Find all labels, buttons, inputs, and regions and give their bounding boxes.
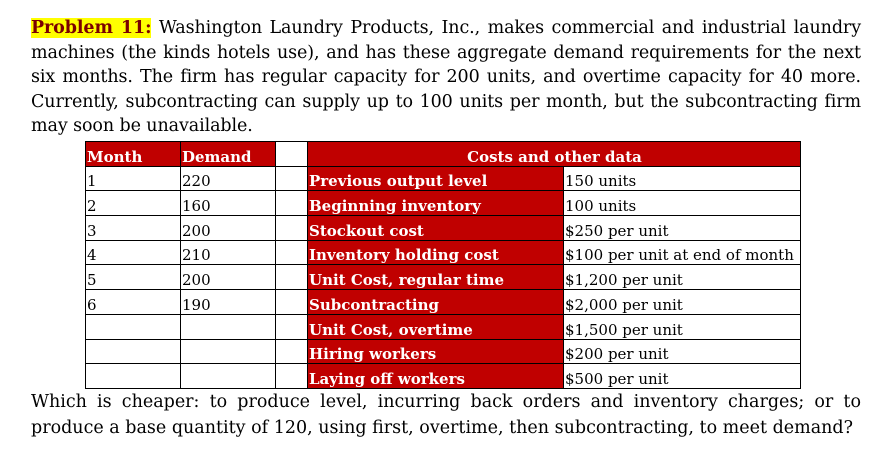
month-cell <box>86 339 181 364</box>
cost-value: $1,200 per unit <box>564 265 801 290</box>
cost-label: Previous output level <box>308 166 564 191</box>
spacer-cell <box>276 166 308 191</box>
cost-value: $100 per unit at end of month <box>564 240 801 265</box>
spacer-cell <box>276 314 308 339</box>
demand-cell: 190 <box>181 290 276 315</box>
table-row <box>86 314 801 339</box>
spacer-cell <box>276 191 308 216</box>
cost-label: Inventory holding cost <box>308 240 564 265</box>
demand-cell: 210 <box>181 240 276 265</box>
month-cell: 5 <box>86 265 181 290</box>
cost-value: 150 units <box>564 166 801 191</box>
table-row <box>86 265 801 290</box>
spacer-cell <box>276 339 308 364</box>
cost-value: $2,000 per unit <box>564 290 801 315</box>
demand-cell <box>181 339 276 364</box>
question-text: Which is cheaper: to produce level, incurring back orders and inventory charges; or to produce a base quantity of 120, using first, overtime, then subcontracting, to meet demand? <box>31 392 861 438</box>
cost-value: $500 per unit <box>564 364 801 389</box>
spacer-cell <box>276 142 308 167</box>
problem-label: Problem 11: <box>31 18 152 38</box>
month-cell: 2 <box>86 191 181 216</box>
demand-cell: 220 <box>181 166 276 191</box>
cost-value: 100 units <box>564 191 801 216</box>
spacer-cell <box>276 290 308 315</box>
table-row <box>86 339 801 364</box>
month-header: Month <box>86 142 181 167</box>
spacer-cell <box>276 216 308 241</box>
demand-cell: 160 <box>181 191 276 216</box>
month-cell: 6 <box>86 290 181 315</box>
problem-text: Washington Laundry Products, Inc., makes commercial and industrial laundry machines (the kinds hotels use), and has these aggregate demand requirements for the next six months. The firm has regular capacity for 200 units, and overtime capacity for 40 more. Currently, subcontracting can supply up to 100 units per month, but the subcontracting firm may soon be unavailable. <box>31 18 861 136</box>
table-row <box>86 216 801 241</box>
table-row <box>86 191 801 216</box>
cost-label: Laying off workers <box>308 364 564 389</box>
spacer-cell <box>276 240 308 265</box>
table-row <box>86 166 801 191</box>
demand-cell: 200 <box>181 216 276 241</box>
spacer-cell <box>276 265 308 290</box>
month-cell <box>86 364 181 389</box>
table-row <box>86 364 801 389</box>
table-row <box>86 240 801 265</box>
demand-header: Demand <box>181 142 276 167</box>
costs-header: Costs and other data <box>308 142 801 167</box>
cost-label: Beginning inventory <box>308 191 564 216</box>
demand-cell <box>181 314 276 339</box>
problem-statement <box>31 16 861 139</box>
month-cell: 3 <box>86 216 181 241</box>
demand-cell <box>181 364 276 389</box>
cost-value: $200 per unit <box>564 339 801 364</box>
data-table <box>85 141 801 389</box>
cost-label: Subcontracting <box>308 290 564 315</box>
month-cell <box>86 314 181 339</box>
table-row <box>86 290 801 315</box>
spacer-cell <box>276 364 308 389</box>
month-cell: 1 <box>86 166 181 191</box>
demand-cell: 200 <box>181 265 276 290</box>
cost-label: Unit Cost, regular time <box>308 265 564 290</box>
month-cell: 4 <box>86 240 181 265</box>
cost-value: $250 per unit <box>564 216 801 241</box>
cost-value: $1,500 per unit <box>564 314 801 339</box>
cost-label: Hiring workers <box>308 339 564 364</box>
table-header-row <box>86 142 801 167</box>
cost-label: Unit Cost, overtime <box>308 314 564 339</box>
cost-label: Stockout cost <box>308 216 564 241</box>
